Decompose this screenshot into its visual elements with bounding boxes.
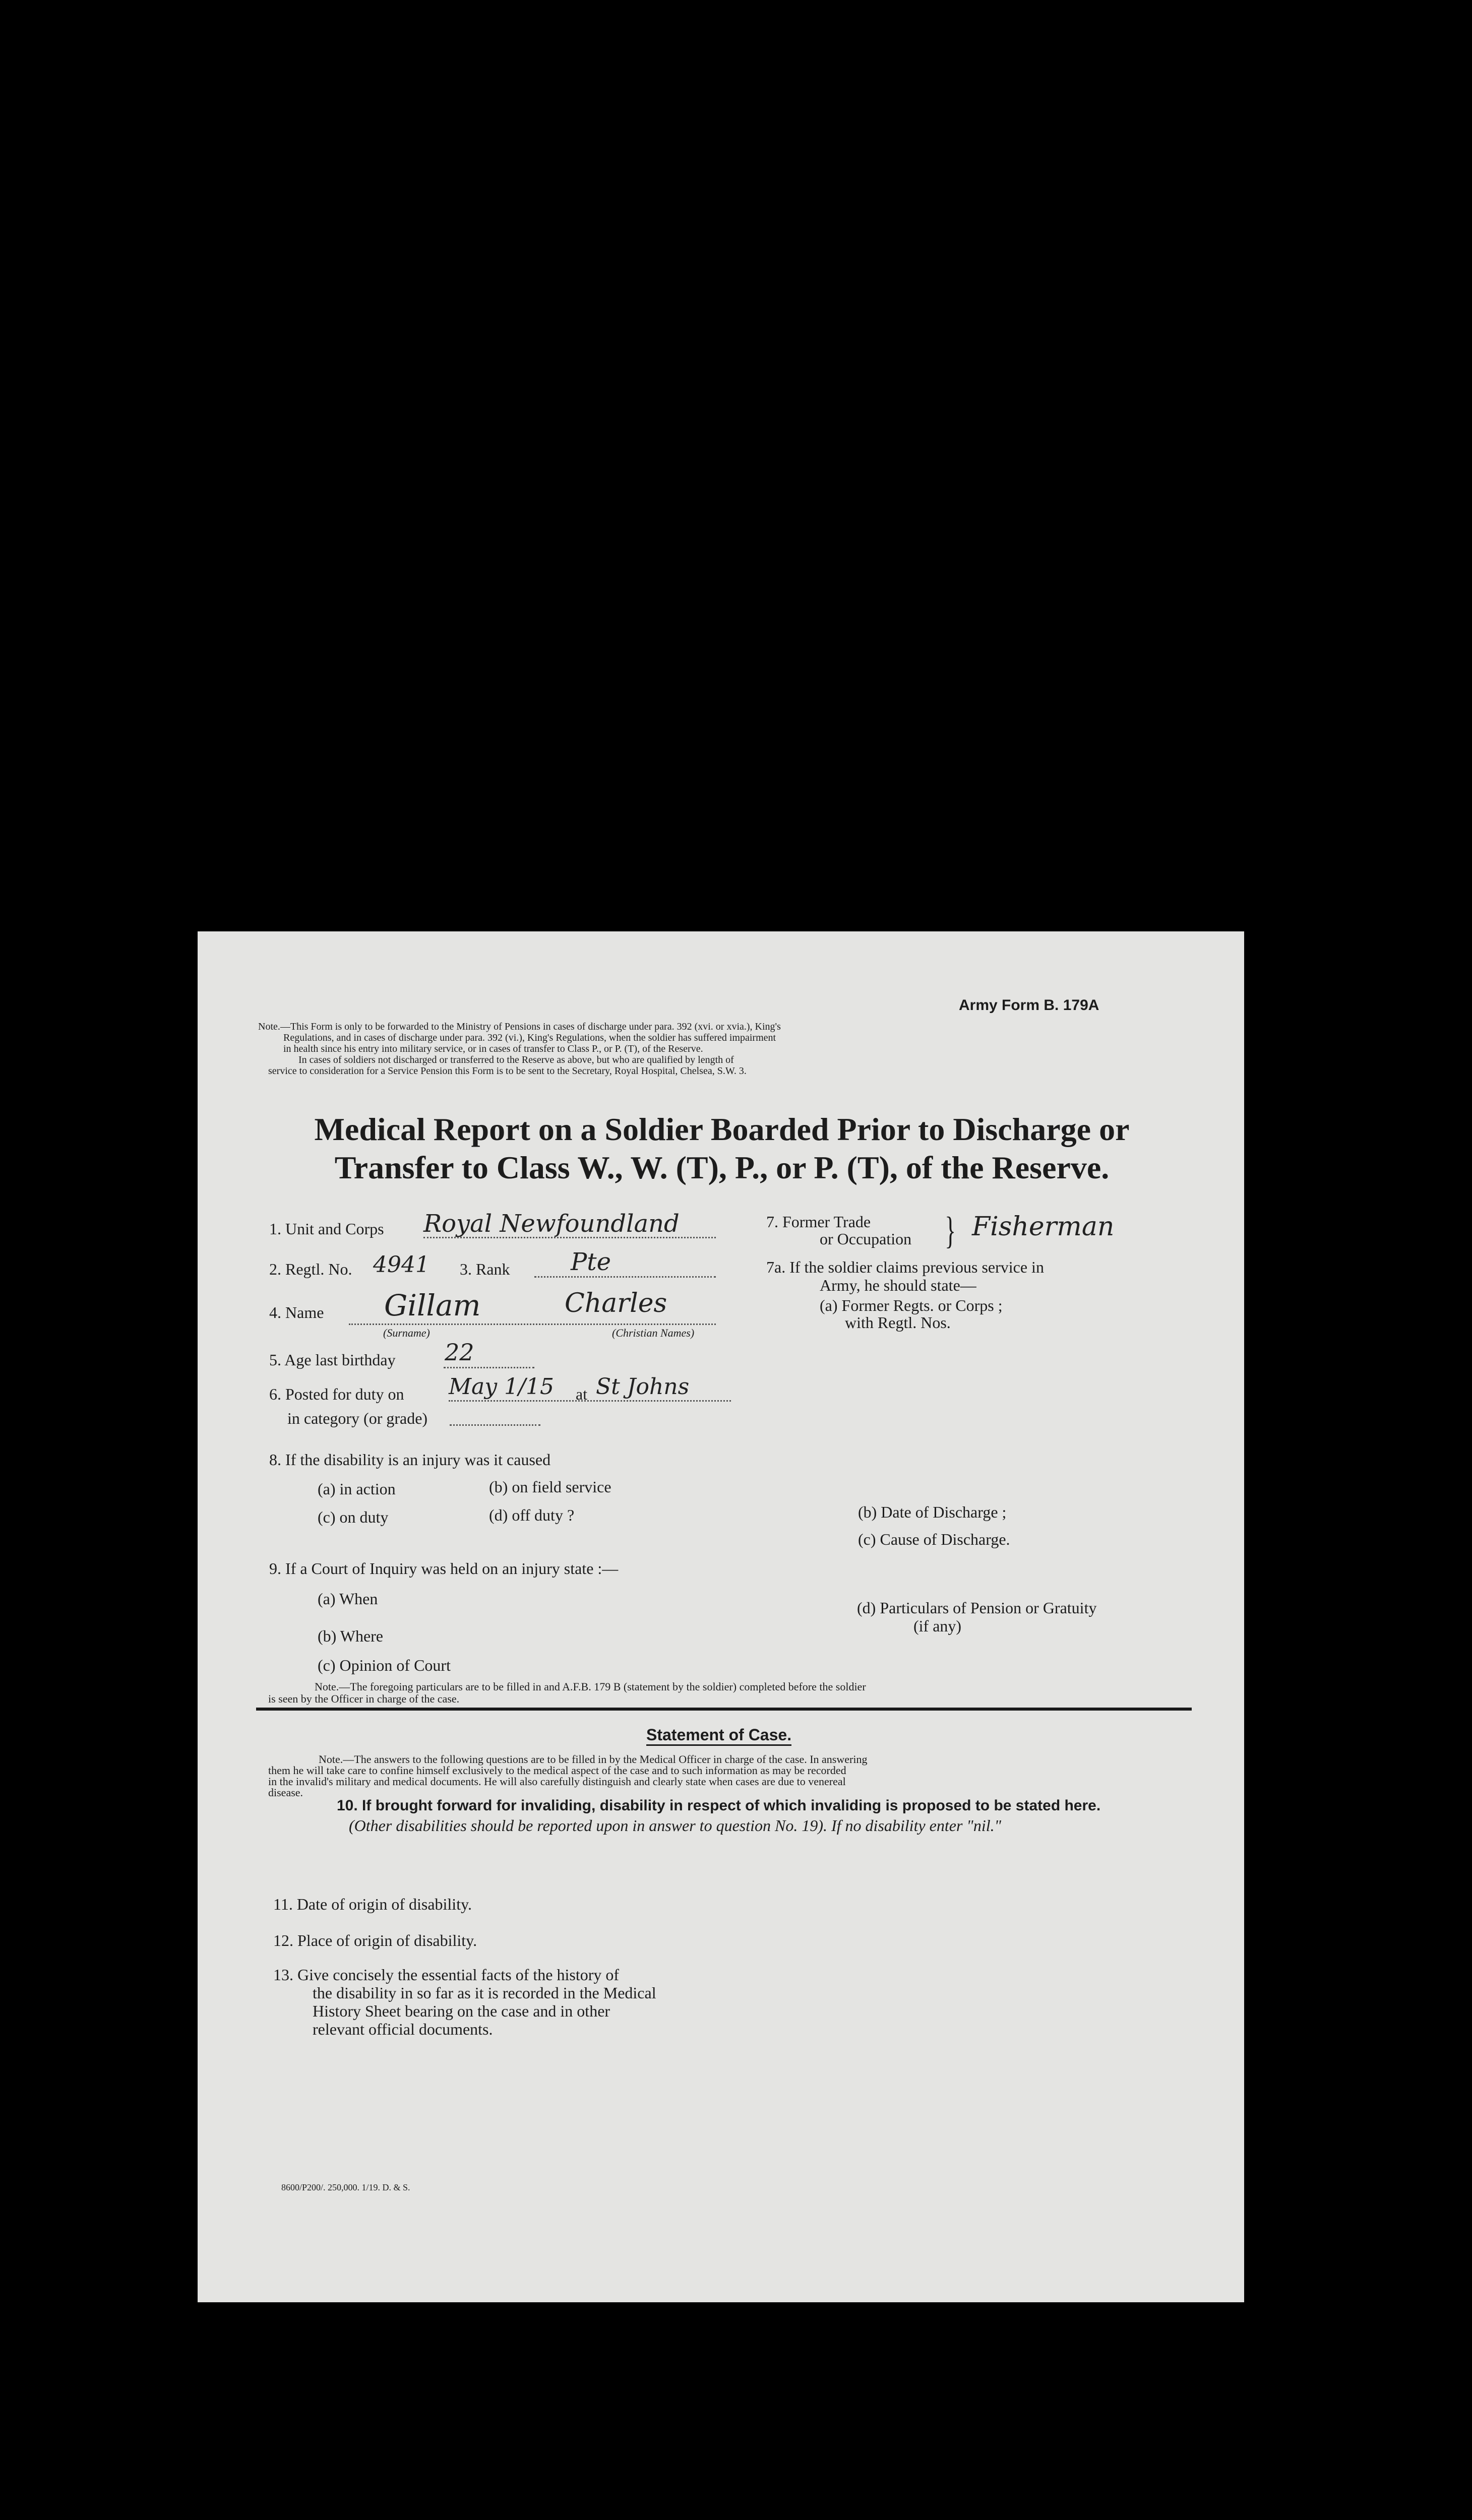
q8-option-d: (d) off duty ?: [489, 1506, 575, 1524]
age-label: 5. Age last birthday: [269, 1351, 396, 1369]
rank-value: Pte: [571, 1248, 611, 1276]
q8-option-c: (c) on duty: [318, 1508, 389, 1526]
q9-option-b: (b) Where: [318, 1627, 383, 1645]
q13-label-line: the disability in so far as it is recorded in the Medical: [313, 1984, 656, 2002]
category-label: in category (or grade): [287, 1409, 428, 1427]
statement-heading: Statement of Case.: [646, 1726, 791, 1746]
unit-dotted-line: [423, 1237, 716, 1238]
form-title-line1: Medical Report on a Soldier Boarded Prior to Discharge or: [314, 1111, 1130, 1147]
pension-label: (d) Particulars of Pension or Gratuity: [857, 1599, 1097, 1617]
note2-line: is seen by the Officer in charge of the case.: [268, 1692, 460, 1705]
q9-option-c: (c) Opinion of Court: [318, 1656, 451, 1674]
form-number: Army Form B. 179A: [959, 997, 1099, 1014]
q8-option-b: (b) on field service: [489, 1478, 611, 1496]
section-divider: [256, 1708, 1192, 1711]
unit-value: Royal Newfoundland: [423, 1210, 680, 1238]
q8-option-a: (a) in action: [318, 1480, 396, 1498]
category-dotted-line: [450, 1424, 540, 1426]
statement-note-line: disease.: [268, 1786, 303, 1799]
christian-names-caption: (Christian Names): [612, 1327, 695, 1339]
note2-line: Note.—The foregoing particulars are to be filled in and A.F.B. 179 B (statement by the soldier) completed before the soldier: [315, 1680, 866, 1693]
printer-imprint: 8600/P200/. 250,000. 1/19. D. & S.: [281, 2182, 410, 2192]
q13-label-line: History Sheet bearing on the case and in other: [313, 2002, 610, 2020]
q8-label: 8. If the disability is an injury was it caused: [269, 1451, 551, 1469]
trade-label: 7. Former Trade: [766, 1213, 871, 1231]
age-value: 22: [445, 1339, 474, 1366]
q10-instruction: (Other disabilities should be reported upon in answer to question No. 19). If no disability enter "nil.": [349, 1816, 1002, 1835]
note-line: in health since his entry into military service, or in cases of transfer to Class P., or P. (T), of the Reserve.: [283, 1043, 703, 1054]
q9-option-a: (a) When: [318, 1590, 378, 1608]
christian-names-value: Charles: [565, 1288, 667, 1318]
statement-note-line: them he will take care to confine himself exclusively to the medical aspect of the case and to such information as may be recorded: [268, 1764, 846, 1777]
rank-label: 3. Rank: [460, 1260, 510, 1278]
regtl-value: 4941: [373, 1252, 430, 1278]
surname-caption: (Surname): [383, 1327, 430, 1339]
age-dotted-line: [444, 1367, 534, 1368]
trade-value: Fisherman: [972, 1212, 1115, 1242]
posted-place-value: St Johns: [596, 1374, 690, 1400]
cause-of-discharge-label: (c) Cause of Discharge.: [858, 1530, 1010, 1548]
surname-value: Gillam: [384, 1288, 481, 1322]
brace-icon: }: [945, 1210, 956, 1252]
posted-at-label: at: [576, 1385, 588, 1403]
statement-note-line: in the invalid's military and medical documents. He will also carefully distinguish and clearly state when cases are due to venereal: [268, 1775, 846, 1788]
name-label: 4. Name: [269, 1303, 324, 1321]
q7a-label-line2: Army, he should state—: [820, 1276, 976, 1294]
posted-date-value: May 1/15: [449, 1374, 554, 1400]
note-line: Regulations, and in cases of discharge under para. 392 (vi.), King's Regulations, when the soldier has suffered impairment: [283, 1032, 776, 1043]
posted-label: 6. Posted for duty on: [269, 1385, 404, 1403]
q7a-a-label-line2: with Regtl. Nos.: [845, 1313, 951, 1332]
form-title-line2: Transfer to Class W., W. (T), P., or P. (T), of the Reserve.: [334, 1150, 1110, 1185]
q13-label: 13. Give concisely the essential facts of the history of: [273, 1966, 620, 1984]
posted-dotted-line: [449, 1400, 731, 1402]
note-line: In cases of soldiers not discharged or transferred to the Reserve as above, but who are qualified by length of: [298, 1054, 734, 1065]
pension-label-line2: (if any): [913, 1617, 962, 1635]
q11-label: 11. Date of origin of disability.: [273, 1895, 472, 1913]
date-of-discharge-label: (b) Date of Discharge ;: [858, 1503, 1007, 1521]
unit-label: 1. Unit and Corps: [269, 1220, 384, 1238]
note-line: Note.—This Form is only to be forwarded to the Ministry of Pensions in cases of discharge under para. 392 (xvi. or xvia.), King's: [258, 1021, 781, 1032]
q12-label: 12. Place of origin of disability.: [273, 1931, 477, 1949]
q9-label: 9. If a Court of Inquiry was held on an injury state :—: [269, 1559, 619, 1578]
q13-label-line: relevant official documents.: [313, 2020, 493, 2038]
medical-report-form: [198, 931, 1244, 2302]
name-dotted-line: [349, 1324, 716, 1325]
q7a-a-label: (a) Former Regts. or Corps ;: [820, 1296, 1003, 1314]
statement-note-line: Note.—The answers to the following questions are to be filled in by the Medical Officer in charge of the case. In answering: [319, 1753, 868, 1766]
trade-label-line2: or Occupation: [820, 1230, 912, 1248]
note-line: service to consideration for a Service Pension this Form is to be sent to the Secretary, Royal Hospital, Chelsea, S.W. 3.: [268, 1065, 747, 1077]
q7a-label: 7a. If the soldier claims previous service in: [766, 1258, 1044, 1276]
q10-label: 10. If brought forward for invaliding, disability in respect of which invaliding is proposed to be stated here.: [337, 1797, 1101, 1814]
rank-dotted-line: [534, 1276, 716, 1278]
regtl-label: 2. Regtl. No.: [269, 1260, 352, 1278]
